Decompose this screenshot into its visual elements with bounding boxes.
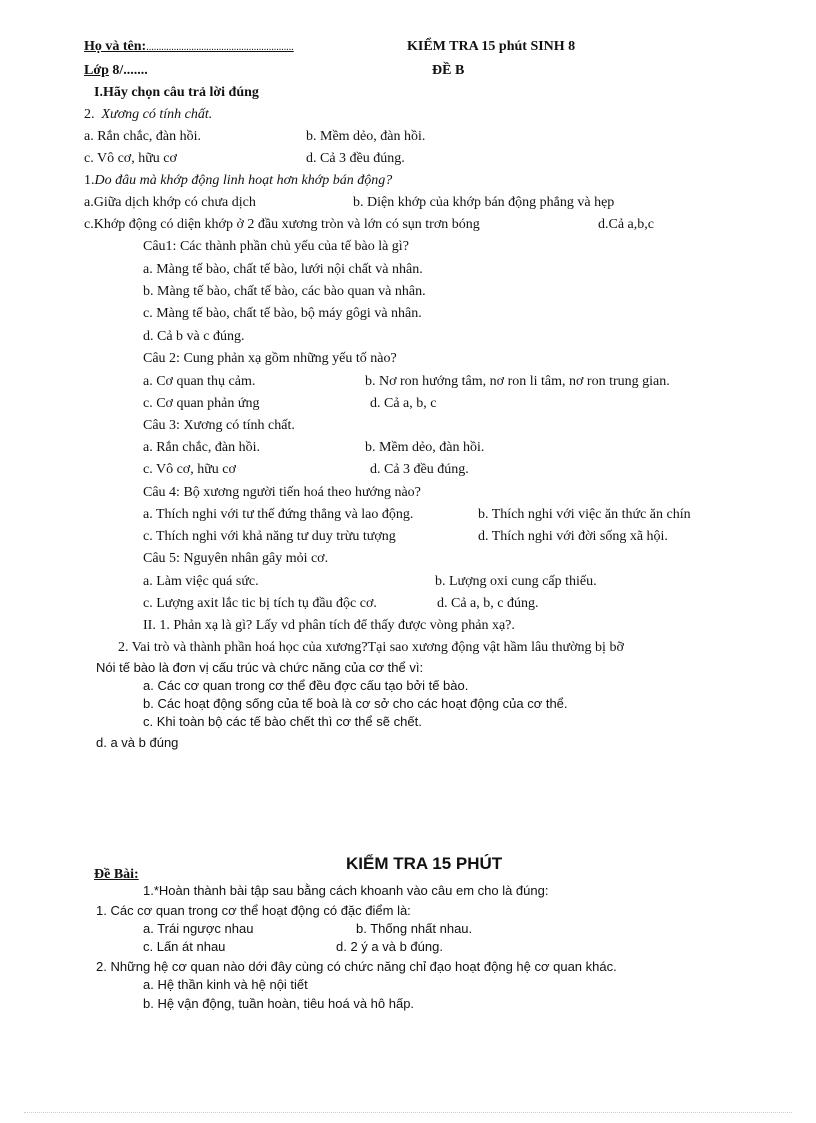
cau3-option-c: c. Vô cơ, hữu cơ (143, 462, 236, 477)
cau4-option-a: a. Thích nghi với tư thế đứng thẳng và lao động. (143, 507, 414, 522)
extra-option-b: b. Các hoạt động sống của tế boà là cơ sở cho các hoạt động của cơ thể. (143, 696, 568, 711)
q1-option-d: d.Cả a,b,c (598, 217, 654, 232)
q1-option-a: a.Giữa dịch khớp có chưa dịch (84, 195, 256, 210)
cau2-option-b: b. Nơ ron hướng tâm, nơ ron li tâm, nơ ron trung gian. (365, 374, 670, 389)
part2-q2-option-a: a. Hệ thần kinh và hệ nội tiết (143, 977, 308, 992)
cau1-option-a: a. Màng tế bào, chất tế bào, lưới nội chất và nhân. (143, 262, 423, 277)
q1-option-b: b. Diện khớp của khớp bán động phẳng và hẹp (353, 195, 615, 210)
cau2-question: Câu 2: Cung phản xạ gồm những yếu tố nào? (143, 351, 397, 366)
variant-label: ĐỀ B (432, 63, 465, 78)
q2-option-a: a. Rắn chắc, đàn hồi. (84, 129, 202, 144)
cau1-option-d: d. Cả b và c đúng. (143, 329, 245, 344)
q1-question (84, 172, 392, 190)
cau2-option-c: c. Cơ quan phản ứng (143, 396, 260, 411)
cau2-option-d: d. Cả a, b, c (370, 396, 437, 411)
extra-question: Nói tế bào là đơn vị cấu trúc và chức năng của cơ thể vì: (96, 660, 424, 675)
part2-q1-option-c: c. Lấn át nhau (143, 939, 226, 954)
part2-q2-question: 2. Những hệ cơ quan nào dới đây cùng có chức năng chỉ đạo hoạt động hệ cơ quan khác. (96, 959, 617, 974)
part2-q1-question: 1. Các cơ quan trong cơ thể hoạt động có đặc điểm là: (96, 903, 411, 918)
cau4-question: Câu 4: Bộ xương người tiến hoá theo hướng nào? (143, 485, 421, 500)
part2-q1-option-a: a. Trái ngược nhau (143, 921, 254, 936)
section2-q1: II. 1. Phản xạ là gì? Lấy vd phân tích để thấy được vòng phản xạ?. (143, 618, 515, 633)
section2-q2: 2. Vai trò và thành phần hoá học của xương?Tại sao xương động vật hầm lâu thường bị bỡ (118, 640, 624, 655)
part2-q1-option-d: d. 2 ý a và b đúng. (336, 939, 443, 954)
part2-q1-option-b: b. Thống nhất nhau. (356, 921, 473, 936)
extra-option-d: d. a và b đúng (96, 735, 179, 750)
cau5-question: Câu 5: Nguyên nhân gây mỏi cơ. (143, 551, 329, 566)
cau3-option-a: a. Rắn chắc, đàn hồi. (143, 440, 261, 455)
cau5-option-a: a. Làm việc quá sức. (143, 574, 259, 589)
cau3-question: Câu 3: Xương có tính chất. (143, 418, 295, 433)
q2-option-d: d. Cả 3 đều đúng. (306, 151, 405, 166)
q2-question (84, 106, 212, 124)
test-title: KIỂM TRA 15 phút SINH 8 (407, 39, 576, 54)
name-field (84, 38, 294, 57)
cau3-option-d: d. Cả 3 đều đúng. (370, 462, 469, 477)
cau5-option-c: c. Lượng axit lắc tic bị tích tụ đầu độc cơ. (143, 596, 377, 611)
cau1-option-c: c. Màng tế bào, chất tế bào, bộ máy gôgi và nhân. (143, 306, 422, 321)
cau2-option-a: a. Cơ quan thụ cảm. (143, 374, 256, 389)
q1-option-c: c.Khớp động có diện khớp ở 2 đầu xương tròn và lớn có sụn trơn bóng (84, 217, 480, 232)
extra-option-a: a. Các cơ quan trong cơ thể đều đợc cấu tạo bởi tế bào. (143, 678, 469, 693)
name-dots: ........................................................... (146, 42, 294, 53)
q1-text: Do đâu mà khớp động linh hoạt hơn khớp bán động? (94, 173, 393, 188)
page-bottom-divider (24, 1112, 792, 1113)
cau3-option-b: b. Mềm dẻo, đàn hồi. (365, 440, 485, 455)
part2-title: KIỂM TRA 15 PHÚT (346, 854, 503, 873)
cau1-question: Câu1: Các thành phần chủ yếu của tế bào là gì? (143, 239, 409, 254)
class-label: Lớp (84, 63, 109, 78)
q2-option-b: b. Mềm dẻo, đàn hồi. (306, 129, 426, 144)
class-field (84, 62, 148, 80)
extra-option-c: c. Khi toàn bộ các tế bào chết thì cơ thể sẽ chết. (143, 714, 422, 729)
name-label: Họ và tên: (84, 39, 147, 54)
q2-text: Xương có tính chất. (101, 107, 213, 122)
cau5-option-d: d. Cả a, b, c đúng. (437, 596, 539, 611)
part2-q2-option-b: b. Hệ vận động, tuần hoàn, tiêu hoá và hô hấp. (143, 996, 415, 1011)
part2-instruction: 1.*Hoàn thành bài tập sau bằng cách khoanh vào câu em cho là đúng: (143, 883, 549, 898)
section1-heading: I.Hãy chọn câu trả lời đúng (94, 85, 259, 100)
class-value: 8/....... (112, 63, 148, 78)
cau5-option-b: b. Lượng oxi cung cấp thiếu. (435, 574, 597, 589)
cau4-option-b: b. Thích nghi với việc ăn thức ăn chín (478, 507, 691, 522)
q1-num: 1. (84, 173, 95, 188)
cau4-option-d: d. Thích nghi với đời sống xã hội. (478, 529, 668, 544)
part2-label: Đề Bài: (94, 867, 139, 882)
q2-option-c: c. Vô cơ, hữu cơ (84, 151, 177, 166)
q2-num: 2. (84, 107, 95, 122)
cau1-option-b: b. Màng tế bào, chất tế bào, các bào quan và nhân. (143, 284, 426, 299)
cau4-option-c: c. Thích nghi với khả năng tư duy trừu tượng (143, 529, 396, 544)
